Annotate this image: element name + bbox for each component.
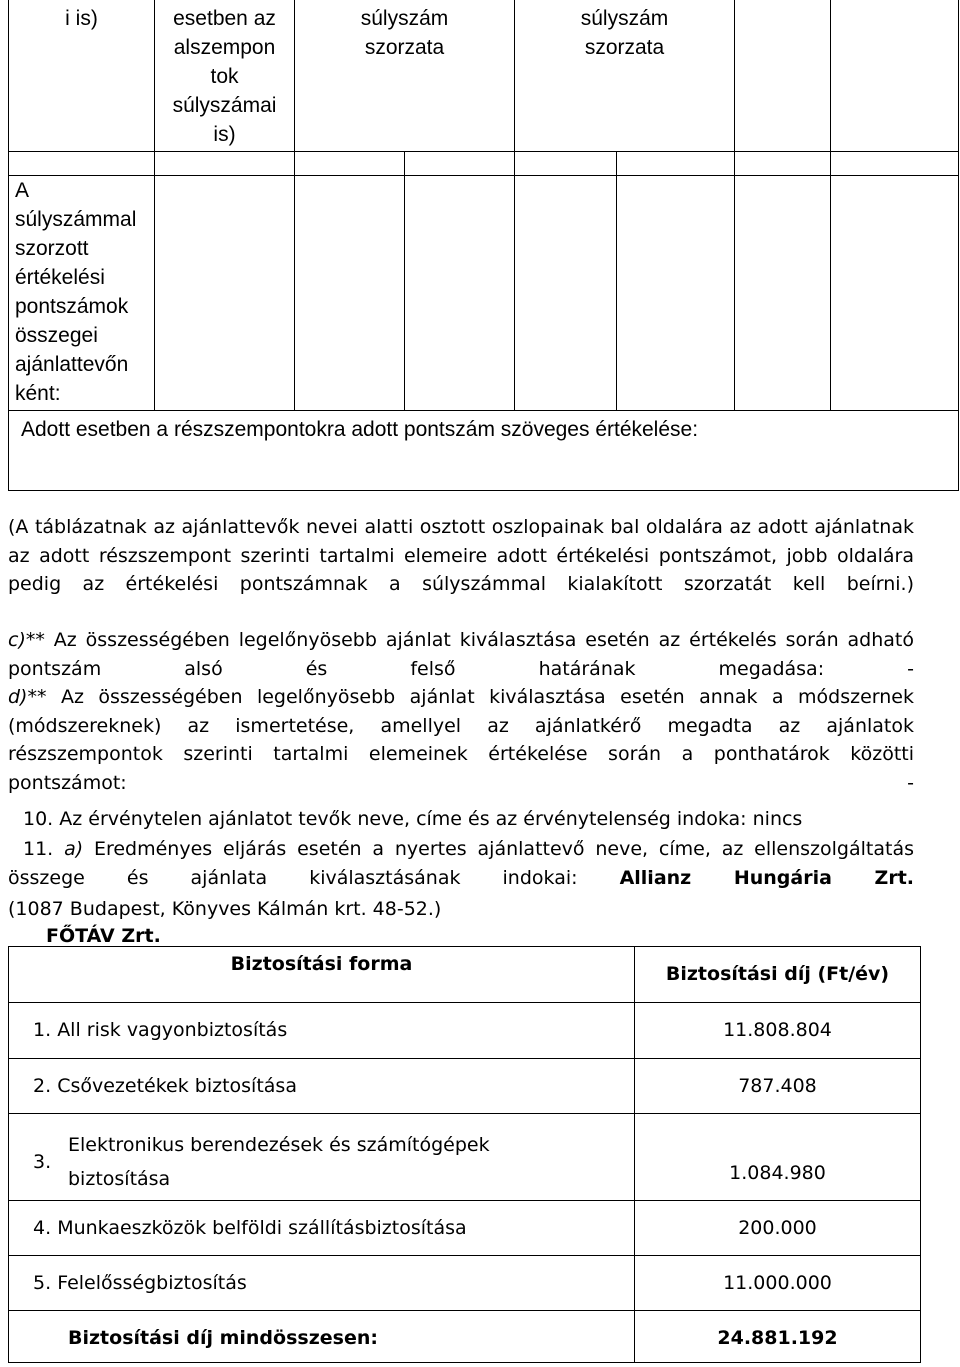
partner-name: FŐTÁV Zrt. [46,925,161,947]
table-row [9,411,959,491]
table-row [9,152,959,176]
winner-name: Allianz Hungária Zrt. [619,866,915,889]
table-row [9,1003,921,1059]
table-cell: 787.408 [635,1059,921,1114]
table-cell: súlyszám szorzata [515,0,735,152]
note-paragraph: (A táblázatnak az ajánlattevők nevei alatti osztott oszlopainak bal oldalára az adott ajánlatnak az adott részszempont szerinti tartalmi elemeire adott értékelési pontszámot, jobb oldalára pedig az értékelési pontszámnak a súlyszámmal kialakított szorzatát kell beírni.) [8,516,914,595]
table-cell: esetben az alszempon tok súlyszámai is) [155,0,295,152]
table-cell: 11.000.000 [635,1256,921,1311]
item-marker: a) [64,838,84,860]
table-cell: 200.000 [635,1201,921,1256]
total-amount: 24.881.192 [635,1311,921,1363]
table-cell: 2. Csővezetékek biztosítása [9,1059,635,1114]
table-cell: 11.808.804 [635,1003,921,1059]
evaluation-table [8,0,959,491]
paragraph-11: 11. a) Eredményes eljárás esetén a nyertes ajánlattevő neve, címe, az ellenszolgáltatás összege és ajánlata kiválasztásának indokai: Allianz Hungária Zrt. [8,838,915,889]
insurance-table [8,946,921,1363]
paragraph-10: 10. Az érvénytelen ajánlatot tevők neve, címe és az érvénytelenség indoka: nincs [23,808,803,830]
table-row-label: Adott esetben a részszempontokra adott pontszám szöveges értékelése: [9,411,959,491]
table-cell [831,0,959,152]
table-cell: i is) [9,0,155,152]
table-row [9,1256,921,1311]
table-cell: 5. Felelősségbiztosítás [9,1256,635,1311]
table-cell: 3. Elektronikus berendezések és számítógépek biztosítása [9,1114,635,1201]
column-header: Biztosítási forma [9,947,635,1003]
item-marker: d) [8,686,28,708]
table-row [9,176,959,411]
item-marker: c) [8,629,26,651]
table-cell: 1. All risk vagyonbiztosítás [9,1003,635,1059]
table-row [9,1114,921,1201]
table-row [9,1201,921,1256]
table-cell: 1.084.980 [635,1114,921,1201]
paragraph-c: c)** Az összességében legelőnyösebb ajánlat kiválasztása esetén az értékelés során adható pontszám alsó és felső határának megadása: - [8,629,914,680]
table-row [9,1059,921,1114]
table-header-row [9,947,921,1003]
item-number: 11. [23,838,54,860]
table-cell: 4. Munkaeszközök belföldi szállításbiztosítása [9,1201,635,1256]
winner-address: (1087 Budapest, Könyves Kálmán krt. 48-52.) [8,898,442,920]
table-cell [735,0,831,152]
paragraph-d: d)** Az összességében legelőnyösebb ajánlat kiválasztása esetén annak a módszernek (módszereknek) az ismertetése, amellyel az ajánlatkérő megadta az ajánlatok részszempontok szerinti tartalmi elemeinek értékelése során a ponthatárok közötti pontszámot: - [8,686,914,794]
table-row-label: A súlyszámmal szorzott értékelési pontszámok összegei ajánlattevőn ként: [9,176,155,411]
table-row [9,0,959,152]
table-total-row [9,1311,921,1363]
column-header: Biztosítási díj (Ft/év) [635,947,921,1003]
total-label: Biztosítási díj mindösszesen: [9,1311,635,1363]
table-cell: súlyszám szorzata [295,0,515,152]
